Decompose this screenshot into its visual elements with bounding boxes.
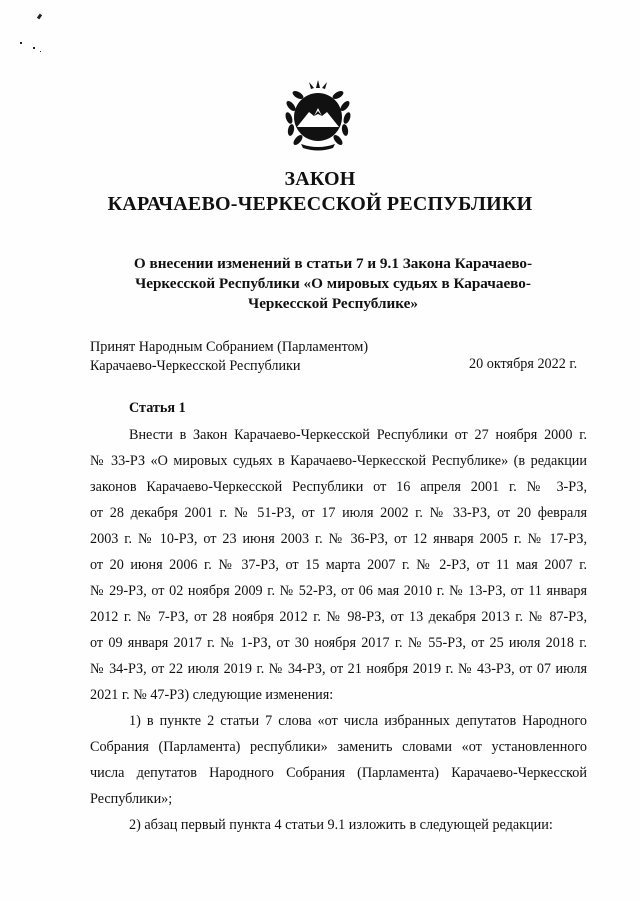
law-title-republic: КАРАЧАЕВО-ЧЕРКЕССКОЙ РЕСПУБЛИКИ [107,193,533,215]
adoption-info [90,338,368,375]
body-line: 1) в пункте 2 статьи 7 слова «от числа избранных депутатов Народного [129,713,587,729]
body-line: от 09 января 2017 г. № 1-РЗ, от 30 ноября 2017 г. № 55-РЗ, от 25 июля 2018 г. [90,635,587,651]
scan-speck [37,14,42,20]
scan-speck [20,42,22,44]
body-line: Собрания (Парламента) республики» заменить словами «от установленного [90,739,587,755]
body-line: № 29-РЗ, от 02 ноября 2009 г. № 52-РЗ, от 06 мая 2010 г. № 13-РЗ, от 11 января [90,583,587,599]
body-line: от 20 июня 2006 г. № 37-РЗ, от 15 марта 2007 г. № 2-РЗ, от 11 мая 2007 г. [90,557,587,573]
adoption-line-2: Карачаево-Черкесской Республики [90,357,301,374]
body-line: законов Карачаево-Черкесской Республики от 16 апреля 2001 г. № 3-РЗ, [90,479,587,495]
adoption-line-1: Принят Народным Собранием (Парламентом) [90,339,369,355]
article-heading: Статья 1 [129,400,186,416]
body-line: 2012 г. № 7-РЗ, от 28 ноября 2012 г. № 98-РЗ, от 13 декабря 2013 г. № 87-РЗ, [90,609,587,625]
body-line: Республики»; [90,791,173,807]
body-line: 2003 г. № 10-РЗ, от 23 июня 2003 г. № 36-РЗ, от 12 января 2005 г. № 17-РЗ, [90,531,587,547]
body-line: № 34-РЗ, от 22 июля 2019 г. № 34-РЗ, от 21 ноября 2019 г. № 43-РЗ, от 07 июля [90,661,587,677]
body-line: 2021 г. № 47-РЗ) следующие изменения: [90,687,334,703]
scan-speck [33,47,35,49]
body-line: от 28 декабря 2001 г. № 51-РЗ, от 17 июля 2002 г. № 33-РЗ, от 20 февраля [90,505,587,521]
adoption-date: 20 октября 2022 г. [469,356,578,372]
body-line: № 33-РЗ «О мировых судьях в Карачаево-Черкесской Республике» (в редакции [90,453,587,469]
body-line: Внести в Закон Карачаево-Черкесской Республики от 27 ноября 2000 г. [129,427,587,443]
republic-emblem-icon [281,78,355,152]
body-line: числа депутатов Народного Собрания (Парламента) Карачаево-Черкесской [90,765,587,781]
law-subtitle: О внесении изменений в статьи 7 и 9.1 Закона Карачаево-Черкесской Республики «О мировых судьях в Карачаево-Черкесской Республике» [133,255,533,312]
body-line: 2) абзац первый пункта 4 статьи 9.1 изложить в следующей редакции: [129,817,553,833]
scan-speck [40,51,41,52]
law-title: ЗАКОН [284,168,356,190]
